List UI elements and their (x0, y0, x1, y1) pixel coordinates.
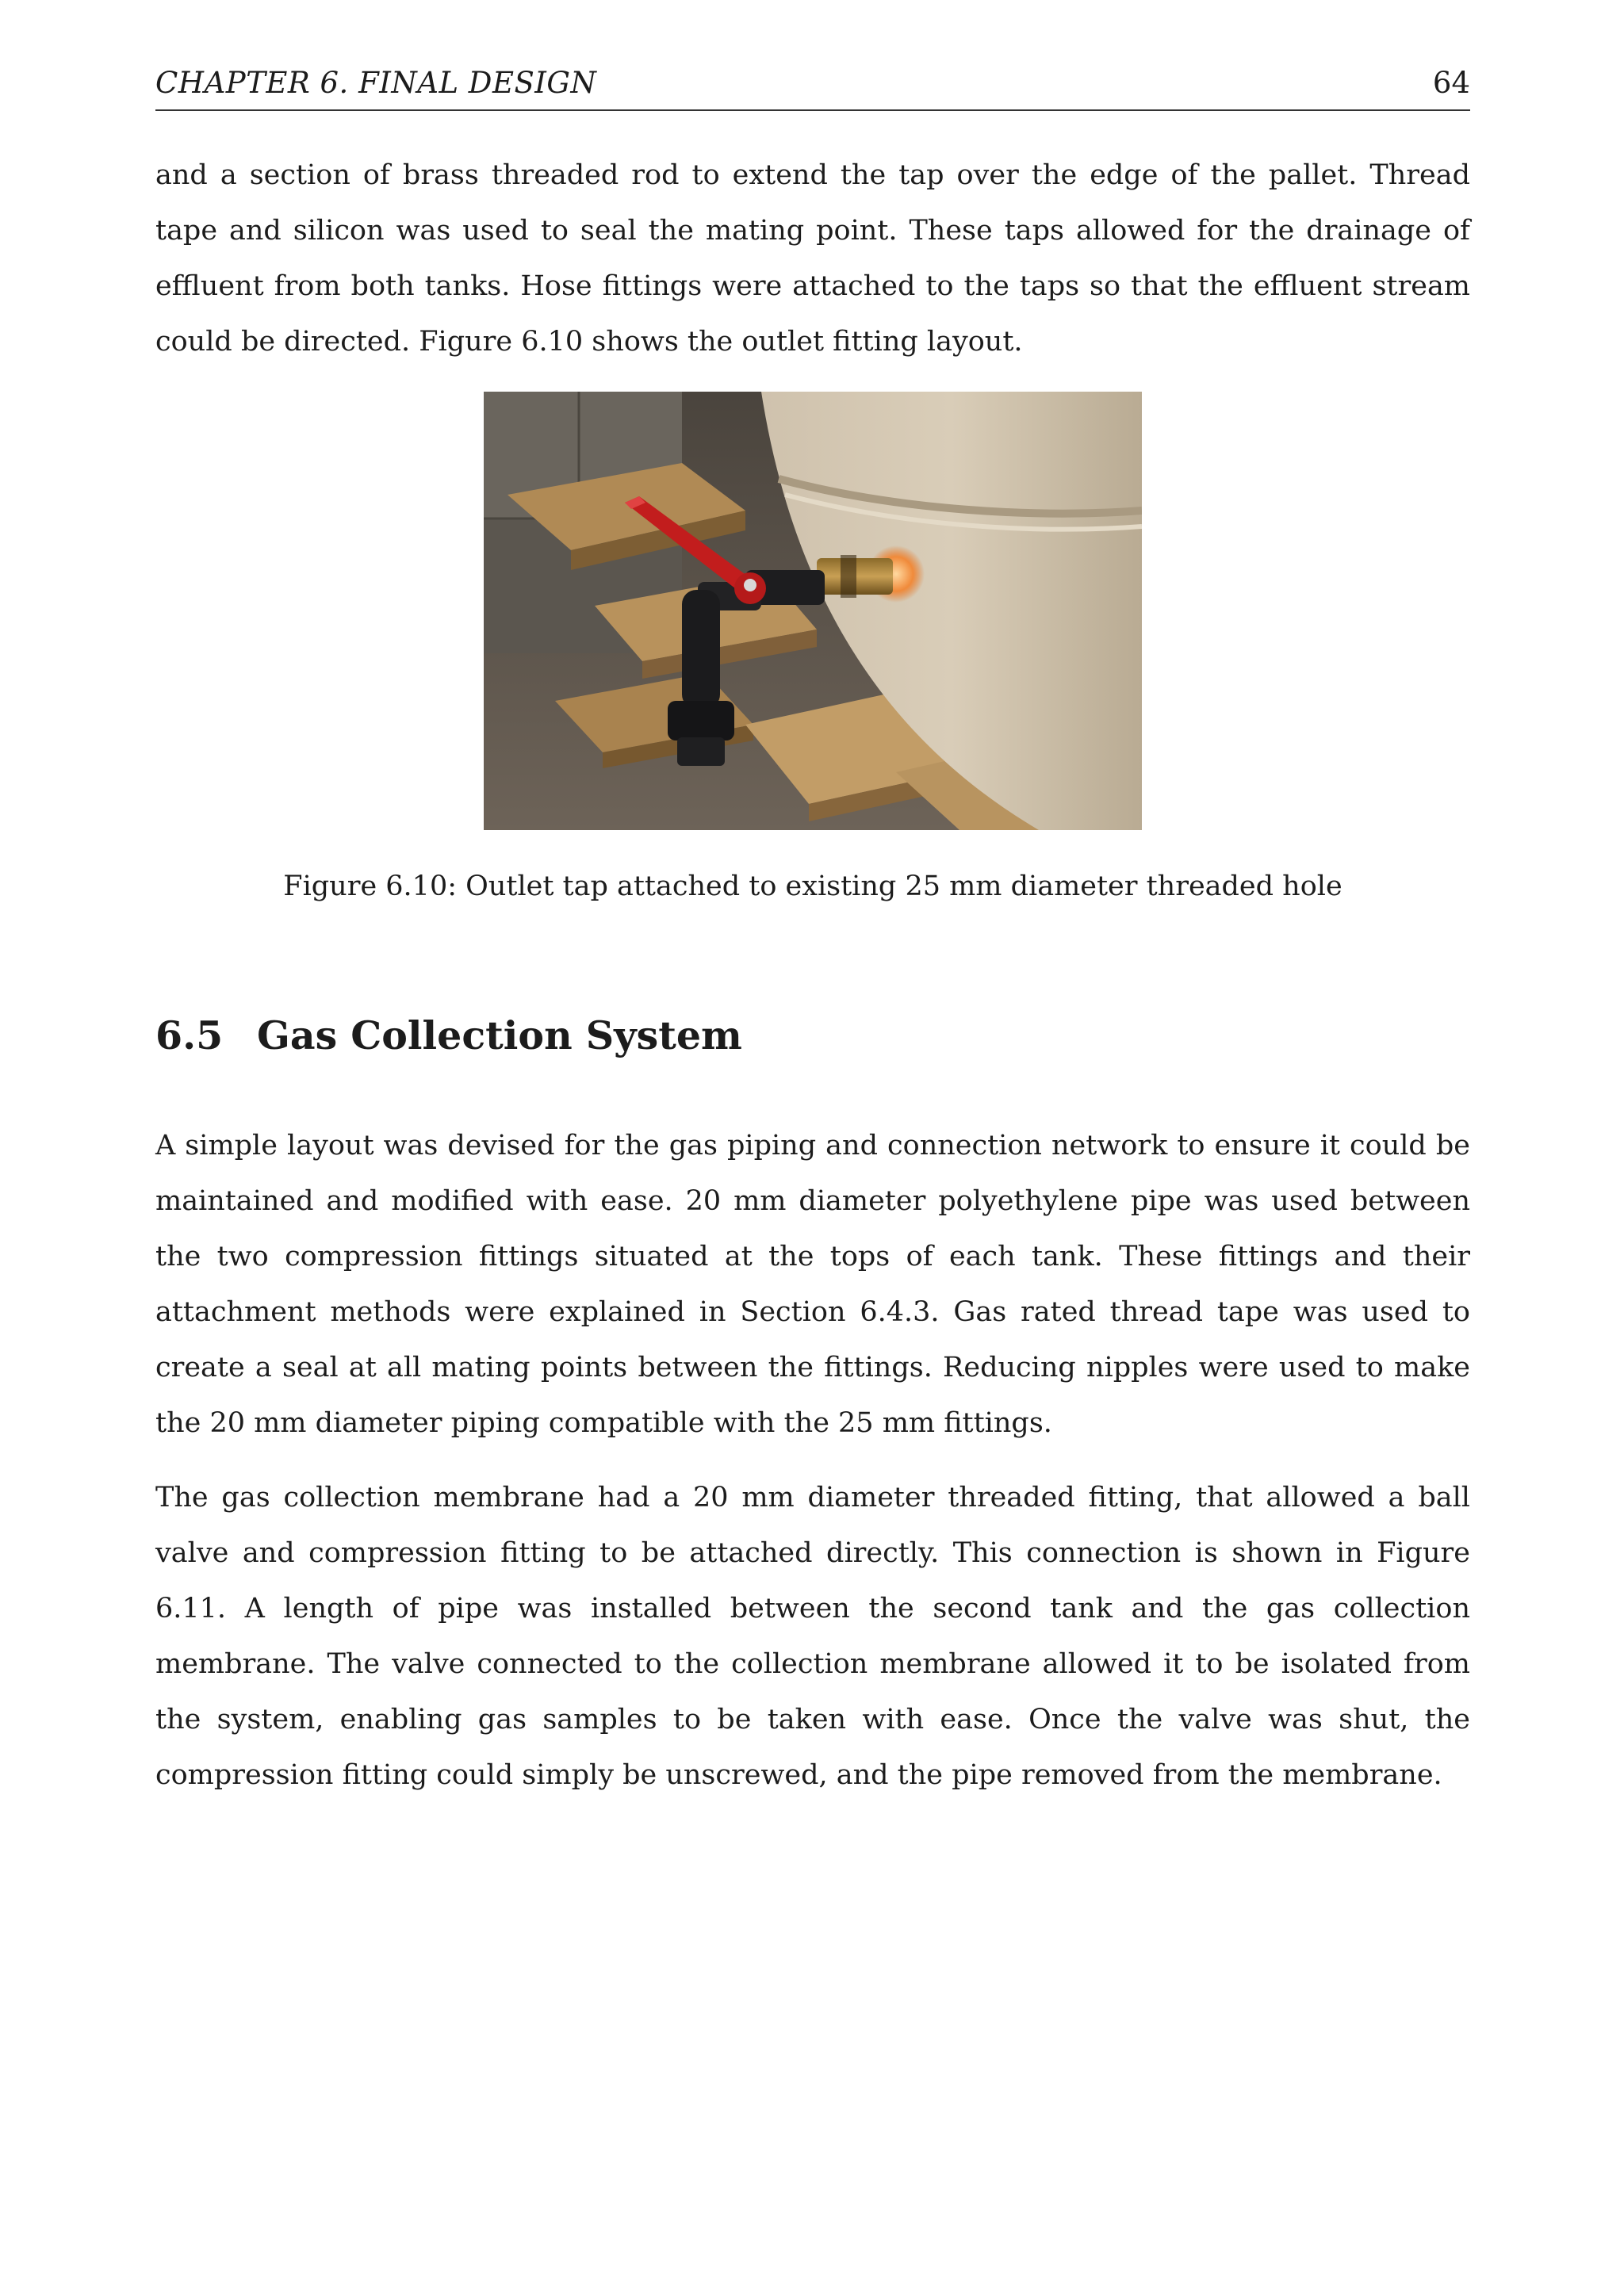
outlet-tap-photo (484, 392, 1142, 830)
section-heading (155, 1010, 1470, 1061)
body-paragraph: The gas collection membrane had a 20 mm diameter threaded fitting, that allowed a ball valve and compression fitting to be attached directly. This connection is shown in Figure 6.11. A length of pipe was installed between the second tank and the gas collection membrane. The valve connected to the collection membrane allowed it to be isolated from the system, enabling gas samples to be taken with ease. Once the valve was shut, the compression fitting could simply be unscrewed, and the pipe removed from the membrane. (155, 1482, 1470, 1791)
body-paragraph: A simple layout was devised for the gas piping and connection network to ensure it could be maintained and modified with ease. 20 mm diameter polyethylene pipe was used between the two compression fittings situated at the tops of each tank. These fittings and their attachment methods were explained in Section 6.4.3. Gas rated thread tape was used to create a seal at all mating points between the fittings. Reducing nipples were used to make the 20 mm diameter piping compatible with the 25 mm fittings. (155, 1130, 1470, 1439)
chapter-title: CHAPTER 6. FINAL DESIGN (155, 66, 597, 100)
body-paragraph: and a section of brass threaded rod to extend the tap over the edge of the pallet. Thread tape and silicon was used to seal the mating point. These taps allowed for the drainage of effluent from both tanks. Hose fittings were attached to the taps so that the effluent stream could be directed. Figure 6.10 shows the outlet fitting layout. (155, 159, 1470, 358)
figure-photo (484, 392, 1142, 830)
section-title: Gas Collection System (257, 1012, 742, 1058)
document-page (155, 0, 1470, 2296)
page-number: 64 (1432, 66, 1470, 100)
running-header (155, 62, 1470, 111)
section-number: 6.5 (155, 1012, 224, 1058)
figure-caption: Figure 6.10: Outlet tap attached to existing 25 mm diameter threaded hole (283, 871, 1342, 902)
